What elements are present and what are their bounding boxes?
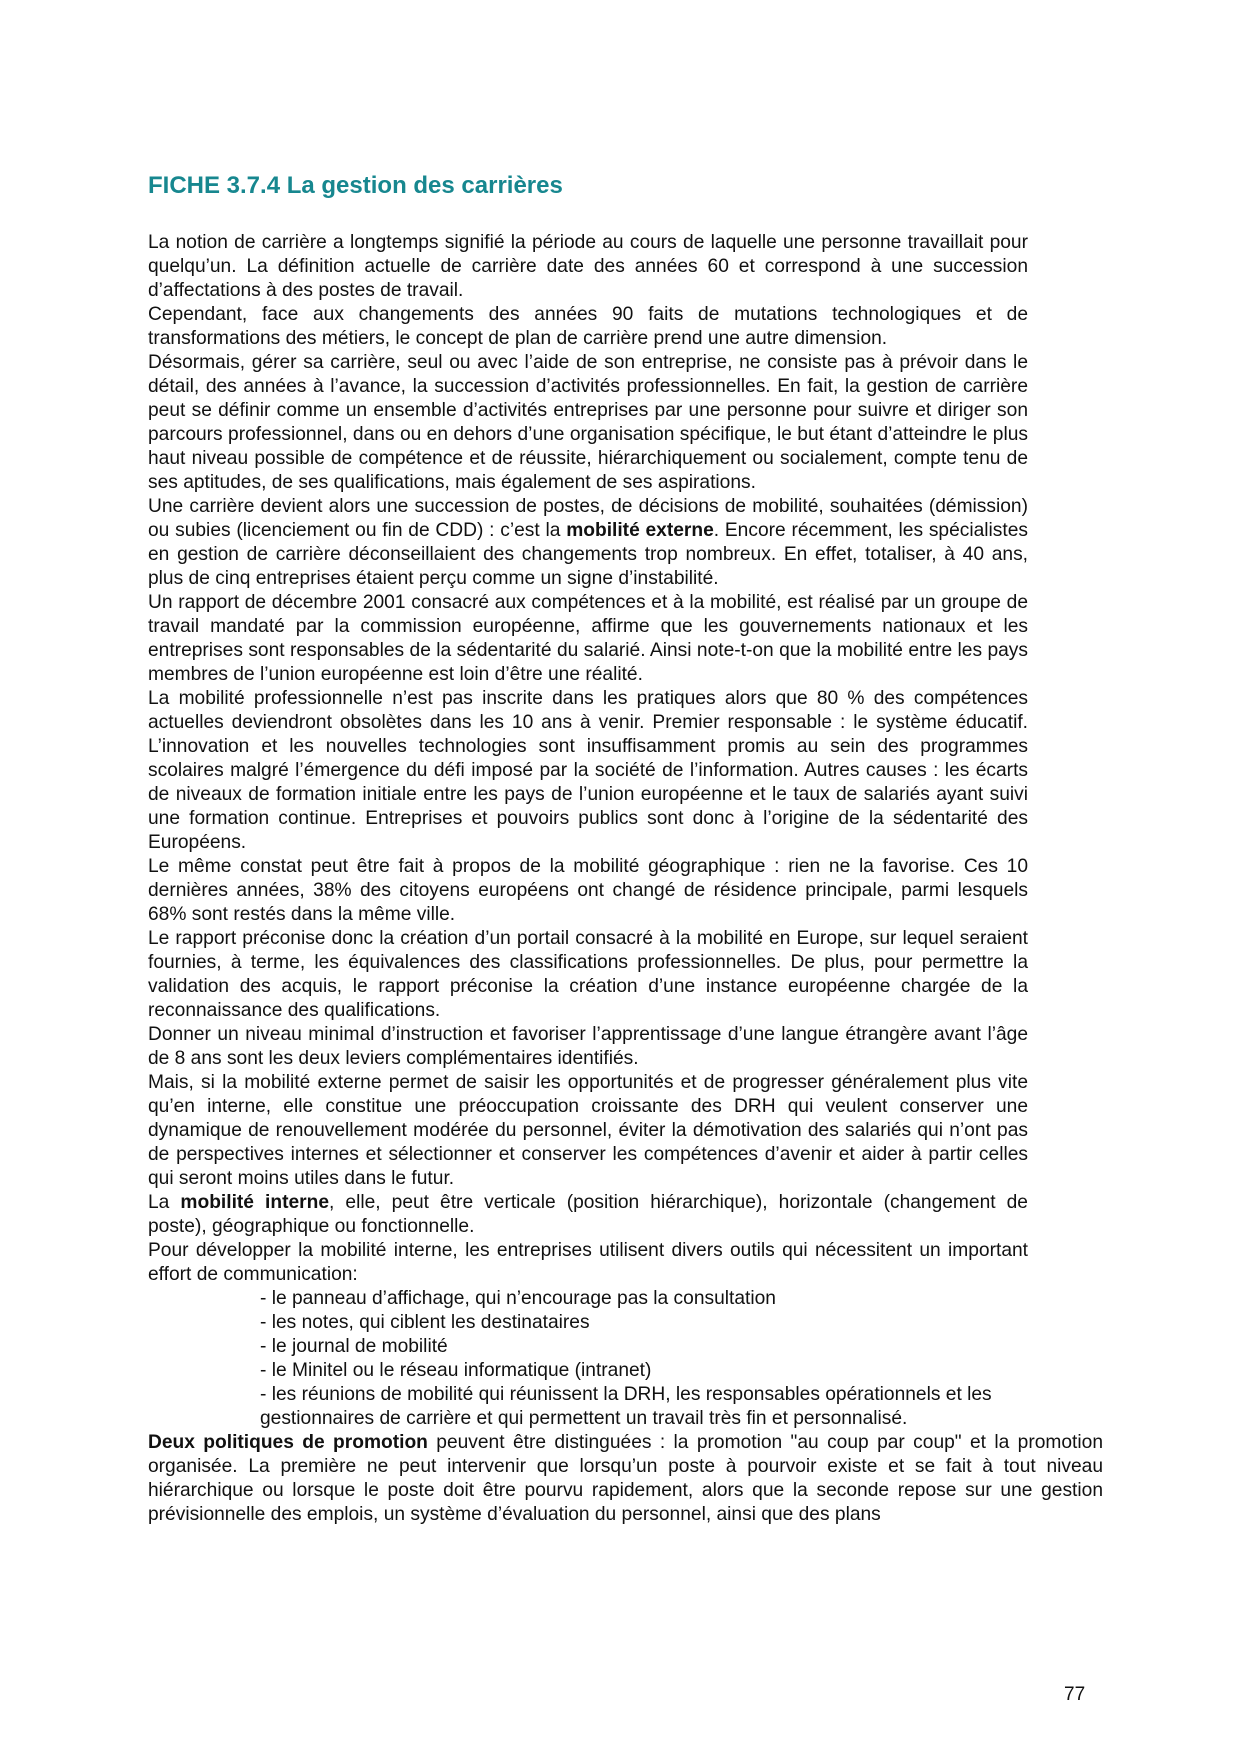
paragraph-4-text-end: . Encore récemment, les spécialistes en gestion de carrière déconseillaient des changements trop nombreux. En effet, totaliser, à 40 ans, plus de cinq entreprises étaient perçu comme un signe d’instabilité.	[148, 520, 1028, 589]
body-text	[148, 231, 1103, 1527]
term-deux-politiques-de-promotion: Deux politiques de promotion	[148, 1432, 428, 1453]
list-item: - le Minitel ou le réseau informatique (intranet)	[260, 1360, 652, 1381]
paragraph-13	[148, 1431, 1103, 1527]
paragraph-11-text-end: , elle, peut être verticale (position hiérarchique), horizontale (changement de poste), géographique ou fonctionnelle.	[148, 1192, 1028, 1237]
paragraph-6: La mobilité professionnelle n’est pas inscrite dans les pratiques alors que 80 % des compétences actuelles deviendront obsolètes dans les 10 ans à venir. Premier responsable : le système éducatif. L’innovation et les nouvelles technologies sont insuffisamment promis au sein des programmes scolaires malgré l’émergence du défi imposé par la société de l’information. Autres causes : les écarts de niveaux de formation initiale entre les pays de l’union européenne et le taux de salariés ayant suivi une formation continue. Entreprises et pouvoirs publics sont donc à l’origine de la sédentarité des Européens.	[148, 688, 1028, 853]
page-number: 77	[1064, 1684, 1086, 1705]
paragraph-5: Un rapport de décembre 2001 consacré aux compétences et à la mobilité, est réalisé par un groupe de travail mandaté par la commission européenne, affirme que les gouvernements nationaux et les entreprises sont responsables de la sédentarité du salarié. Ainsi note-t-on que la mobilité entre les pays membres de l’union européenne est loin d’être une réalité.	[148, 592, 1028, 685]
communication-tools-list	[148, 1287, 1028, 1431]
paragraph-9: Donner un niveau minimal d’instruction et favoriser l’apprentissage d’une langue étrangère avant l’âge de 8 ans sont les deux leviers complémentaires identifiés.	[148, 1024, 1028, 1069]
paragraph-11-text-start: La	[148, 1192, 181, 1213]
paragraph-1: La notion de carrière a longtemps signifié la période au cours de laquelle une personne travaillait pour quelqu’un. La définition actuelle de carrière date des années 60 et correspond à une succession d’affectations à des postes de travail.	[148, 232, 1028, 301]
list-item: - les réunions de mobilité qui réunissent la DRH, les responsables opérationnels et les gestionnaires de carrière et qui permettent un travail très fin et personnalisé.	[260, 1384, 992, 1429]
page-title: FICHE 3.7.4 La gestion des carrières	[148, 172, 563, 199]
list-item: - le panneau d’affichage, qui n’encourage pas la consultation	[260, 1288, 776, 1309]
paragraph-10: Mais, si la mobilité externe permet de saisir les opportunités et de progresser généralement plus vite qu’en interne, elle constitue une préoccupation croissante des DRH qui veulent conserver une dynamique de renouvellement modérée du personnel, éviter la démotivation des salariés qui n’ont pas de perspectives internes et sélectionner et conserver les compétences d’avenir et aider à partir celles qui seront moins utiles dans le futur.	[148, 1072, 1028, 1189]
list-item: - les notes, qui ciblent les destinataires	[260, 1312, 590, 1333]
term-mobilite-interne: mobilité interne	[180, 1192, 329, 1213]
paragraph-4	[148, 495, 1028, 591]
term-mobilite-externe: mobilité externe	[566, 520, 714, 541]
paragraph-7: Le même constat peut être fait à propos de la mobilité géographique : rien ne la favorise. Ces 10 dernières années, 38% des citoyens européens ont changé de résidence principale, parmi lesquels 68% sont restés dans la même ville.	[148, 856, 1028, 925]
paragraph-2: Cependant, face aux changements des années 90 faits de mutations technologiques et de transformations des métiers, le concept de plan de carrière prend une autre dimension.	[148, 304, 1028, 349]
paragraph-4-text-start: Une carrière devient alors une succession de postes, de décisions de mobilité, souhaitées (démission) ou subies (licenciement ou fin de CDD) : c’est la	[148, 496, 1028, 541]
list-item: - le journal de mobilité	[260, 1336, 448, 1357]
paragraph-3: Désormais, gérer sa carrière, seul ou avec l’aide de son entreprise, ne consiste pas à prévoir dans le détail, des années à l’avance, la succession d’activités professionnelles. En fait, la gestion de carrière peut se définir comme un ensemble d’activités entreprises par une personne pour suivre et diriger son parcours professionnel, dans ou en dehors d’une organisation spécifique, le but étant d’atteindre le plus haut niveau possible de compétence et de réussite, hiérarchiquement ou socialement, compte tenu de ses aptitudes, de ses qualifications, mais également de ses aspirations.	[148, 352, 1028, 493]
paragraph-12: Pour développer la mobilité interne, les entreprises utilisent divers outils qui nécessitent un important effort de communication:	[148, 1240, 1028, 1285]
paragraph-13-text: peuvent être distinguées : la promotion "au coup par coup" et la promotion organisée. La première ne peut intervenir que lorsqu’un poste à pourvoir existe et se fait à tout niveau hiérarchique ou lorsque le poste doit être pourvu rapidement, alors que la seconde repose sur une gestion prévisionnelle des emplois, un système d’évaluation du personnel, ainsi que des plans	[148, 1432, 1103, 1525]
paragraph-8: Le rapport préconise donc la création d’un portail consacré à la mobilité en Europe, sur lequel seraient fournies, à terme, les équivalences des classifications professionnelles. De plus, pour permettre la validation des acquis, le rapport préconise la création d’une instance européenne chargée de la reconnaissance des qualifications.	[148, 928, 1028, 1021]
paragraph-11	[148, 1191, 1028, 1239]
